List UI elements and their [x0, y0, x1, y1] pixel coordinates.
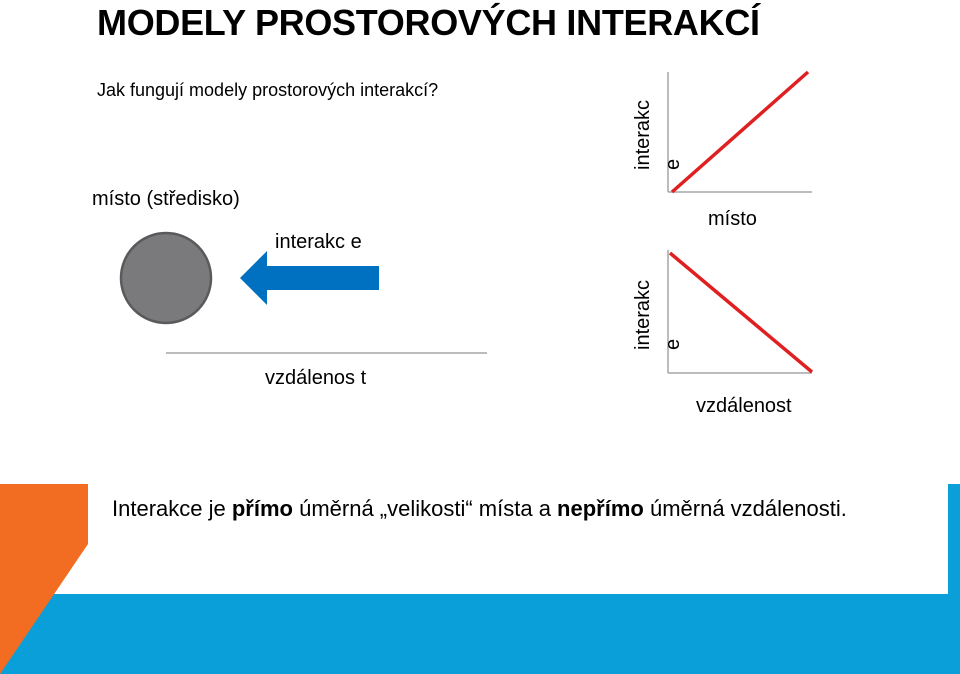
top-graph-trend-line: [672, 72, 808, 192]
top-graph-y-label-1: interakc: [632, 99, 654, 170]
bottom-graph-y-label-1: interakc: [632, 279, 654, 350]
bottom-graph-x-label: vzdálenost: [696, 395, 792, 417]
subtitle: Jak fungují modely prostorových interakcí?: [97, 80, 439, 100]
footer-band: [0, 594, 960, 674]
conclusion-part-2: úměrná „velikosti“ místa a: [292, 496, 558, 521]
place-circle: [121, 233, 211, 323]
top-graph-x-label: místo: [708, 208, 757, 230]
distance-label: vzdálenos t: [265, 367, 367, 389]
interaction-arrow: [240, 251, 379, 305]
place-label: místo (středisko): [92, 188, 240, 210]
page-title: MODELY PROSTOROVÝCH INTERAKCÍ: [97, 2, 760, 43]
conclusion-part-1: Interakce je: [112, 496, 232, 521]
conclusion-part-3: úměrná vzdálenosti.: [643, 496, 847, 521]
top-graph-y-label-2: e: [662, 158, 684, 170]
interaction-label: interakc e: [275, 231, 362, 253]
conclusion-bold-1: přímo: [231, 496, 293, 521]
bottom-graph-trend-line: [670, 253, 812, 372]
blue-accent: [948, 484, 960, 594]
bottom-graph-y-label-2: e: [662, 338, 684, 350]
conclusion-text: [112, 494, 852, 523]
conclusion-bold-2: nepřímo: [557, 496, 644, 521]
